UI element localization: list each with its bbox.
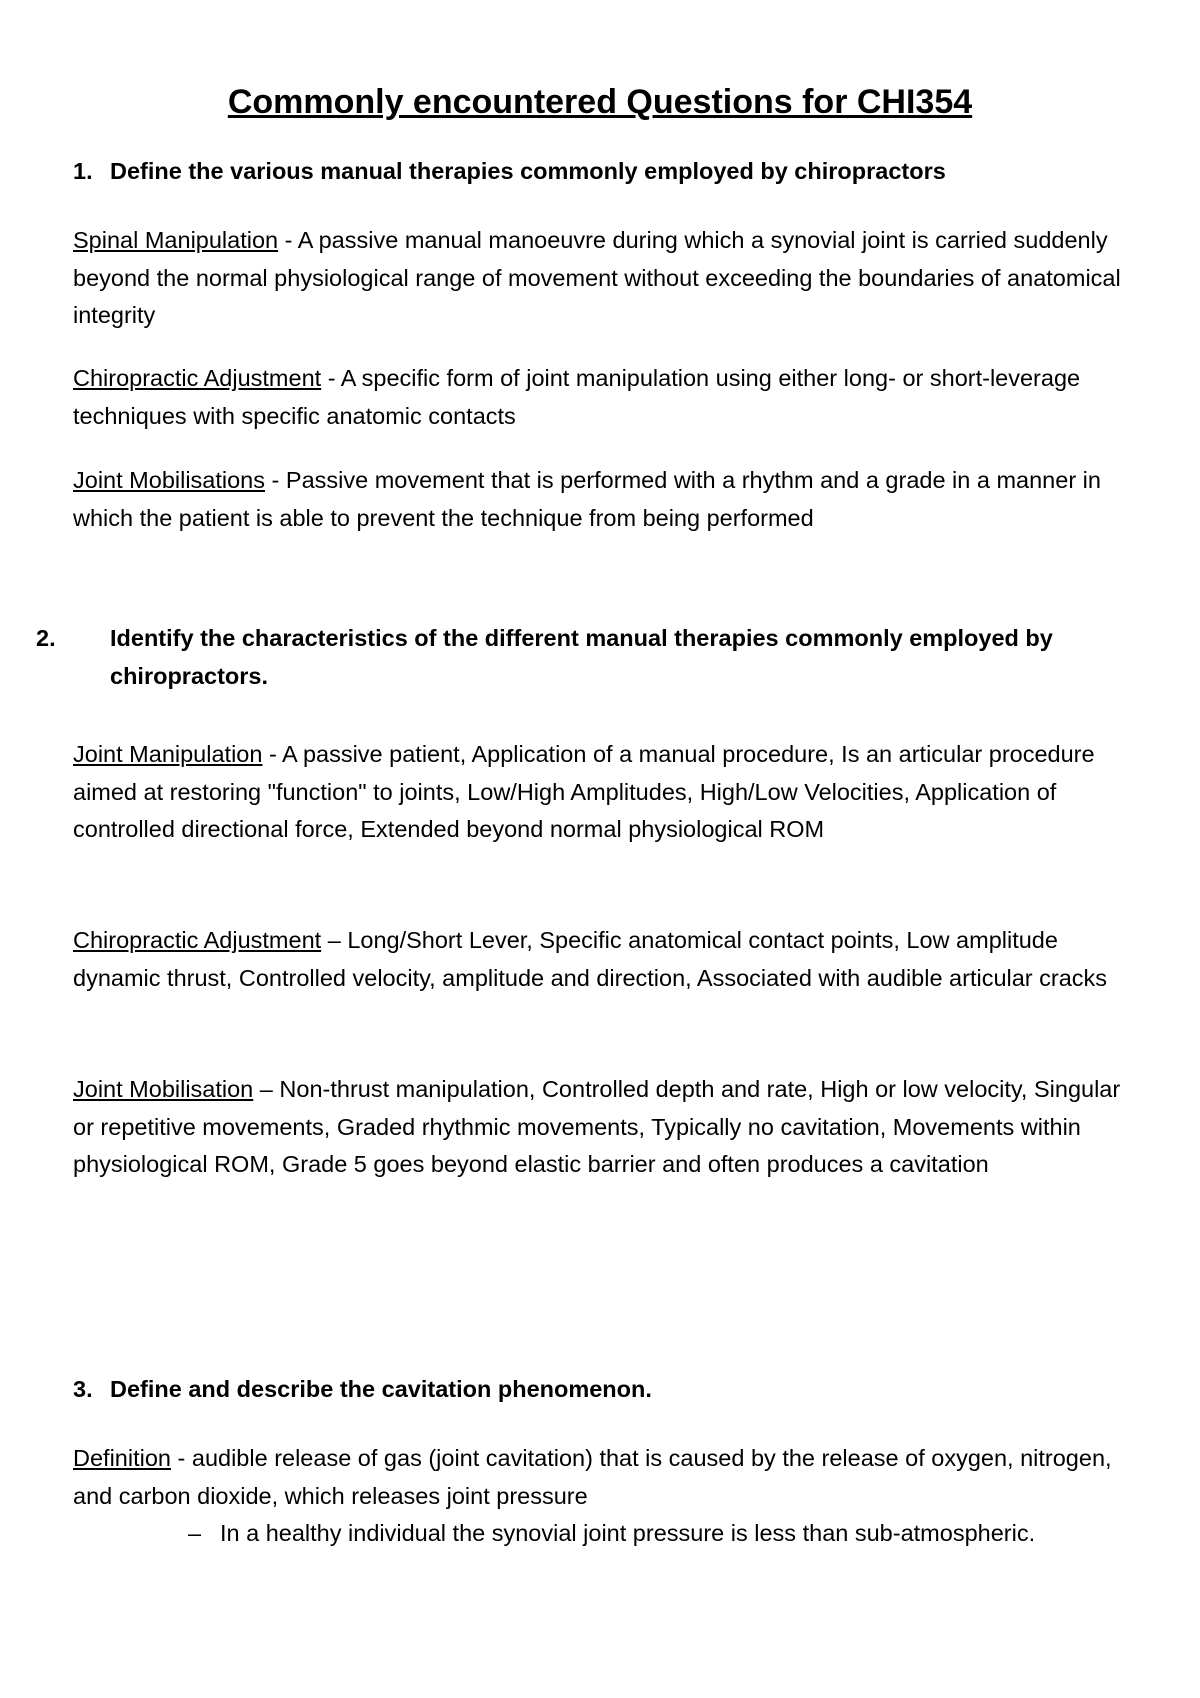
term-description: Non-thrust manipulation, Controlled depth and rate, High or low velocity, Singular or repetitive movements, Graded rhythmic movements, Typically no cavitation, Movements within physiological ROM, Grade 5 goes beyond elastic barrier and often produces a cavitation: [73, 1076, 1121, 1177]
question-number: 2.: [36, 625, 56, 651]
question-number: 3.: [73, 1376, 93, 1402]
question-text: Define and describe the cavitation phenomenon.: [110, 1376, 652, 1402]
question-number: 1.: [73, 158, 93, 184]
question-2: [36, 620, 1180, 695]
document-title: Commonly encountered Questions for CHI354: [227, 83, 973, 121]
definition-paragraph: [73, 222, 1143, 335]
question-3: [73, 1371, 1143, 1409]
term-separator: -: [265, 467, 286, 493]
term-description: A specific form of joint manipulation using either long- or short-leverage techniques with specific anatomic contacts: [73, 365, 1081, 429]
term-separator: -: [262, 741, 283, 767]
characteristics-paragraph: [73, 736, 1143, 849]
term-description: A passive manual manoeuvre during which a synovial joint is carried suddenly beyond the normal physiological range of movement without exceeding the boundaries of anatomical integrity: [73, 227, 1121, 328]
term-separator: -: [321, 365, 341, 391]
term-label: Definition: [73, 1445, 171, 1471]
definition-paragraph: [73, 1440, 1143, 1515]
term-label: Joint Mobilisations: [73, 467, 266, 493]
characteristics-paragraph: [73, 1071, 1143, 1184]
dash-bullet: –: [188, 1520, 202, 1546]
term-description: Long/Short Lever, Specific anatomical contact points, Low amplitude dynamic thrust, Controlled velocity, amplitude and direction, Associated with audible articular cracks: [73, 927, 1108, 991]
term-separator: –: [321, 927, 348, 953]
definition-paragraph: [73, 360, 1143, 435]
question-text: Identify the characteristics of the different manual therapies commonly employed by chiropractors.: [110, 625, 1053, 689]
term-label: Spinal Manipulation: [73, 227, 279, 253]
question-text: Define the various manual therapies commonly employed by chiropractors: [110, 158, 946, 184]
characteristics-paragraph: [73, 922, 1143, 997]
bullet-text: In a healthy individual the synovial joint pressure is less than sub-atmospheric.: [220, 1520, 1036, 1546]
term-label: Joint Mobilisation: [73, 1076, 254, 1102]
term-description: A passive patient, Application of a manual procedure, Is an articular procedure aimed at restoring "function" to joints, Low/High Amplitudes, High/Low Velocities, Application of controlled directional force, Extended beyond normal physiological ROM: [73, 741, 1095, 842]
bullet-item: [188, 1515, 1138, 1553]
term-separator: –: [253, 1076, 280, 1102]
definition-paragraph: [73, 462, 1143, 537]
term-description: audible release of gas (joint cavitation) that is caused by the release of oxygen, nitrogen, and carbon dioxide, which releases joint pressure: [73, 1445, 1112, 1509]
term-label: Joint Manipulation: [73, 741, 263, 767]
question-1: [73, 153, 1143, 191]
term-label: Chiropractic Adjustment: [73, 927, 322, 953]
term-description: Passive movement that is performed with a rhythm and a grade in a manner in which the patient is able to prevent the technique from being performed: [73, 467, 1101, 531]
term-separator: -: [170, 1445, 192, 1471]
term-label: Chiropractic Adjustment: [73, 365, 322, 391]
term-separator: -: [278, 227, 298, 253]
